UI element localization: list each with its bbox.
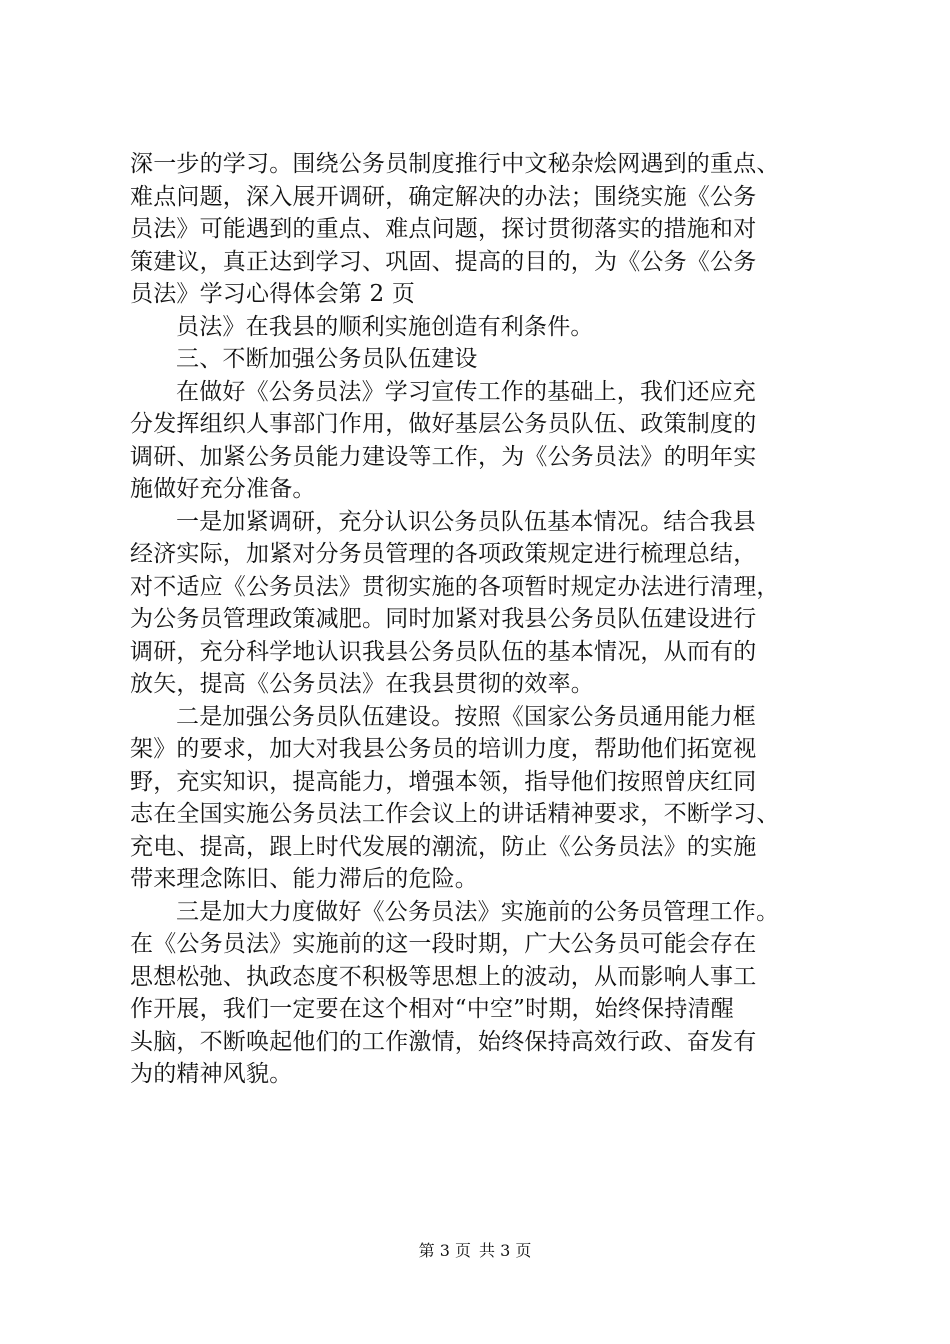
text-line: 策建议，真正达到学习、巩固、提高的目的，为《公务《公务: [130, 248, 757, 275]
text-line: 难点问题，深入展开调研，确定解决的办法；围绕实施《公务: [130, 183, 757, 210]
text-line: 员法》学习心得体会第 2 页: [130, 281, 416, 307]
text-line: 带来理念陈旧、能力滞后的危险。: [130, 866, 478, 892]
text-line: 野，充实知识，提高能力，增强本领，指导他们按照曾庆红同: [130, 768, 757, 795]
text-line: 员法》可能遇到的重点、难点问题，探讨贯彻落实的措施和对: [130, 216, 757, 242]
text-line: 充电、提高，跟上时代发展的潮流，防止《公务员法》的实施: [130, 833, 757, 860]
text-line: 在做好《公务员法》学习宣传工作的基础上，我们还应充: [176, 378, 756, 405]
text-line: 员法》在我县的顺利实施创造有利条件。: [176, 313, 594, 340]
text-line: 头脑，不断唤起他们的工作激情，始终保持高效行政、奋发有: [130, 1028, 757, 1055]
text-line: 深一步的学习。围绕公务员制度推行中文秘杂烩网遇到的重点、: [130, 151, 780, 177]
text-line: 架》的要求，加大对我县公务员的培训力度，帮助他们拓宽视: [130, 736, 757, 762]
text-line: 思想松弛、执政态度不积极等思想上的波动，从而影响人事工: [130, 963, 757, 990]
text-line: 调研，充分科学地认识我县公务员队伍的基本情况，从而有的: [130, 638, 757, 665]
text-line: 施做好充分准备。: [130, 476, 316, 502]
text-line: 三是加大力度做好《公务员法》实施前的公务员管理工作。: [176, 898, 780, 925]
document-body: [130, 148, 830, 1091]
text-line: 在《公务员法》实施前的这一段时期，广大公务员可能会存在: [130, 931, 757, 957]
text-line: 一是加紧调研，充分认识公务员队伍基本情况。结合我县: [176, 508, 756, 535]
text-line: 对不适应《公务员法》贯彻实施的各项暂时规定办法进行清理，: [130, 573, 780, 600]
text-line: 经济实际，加紧对分务员管理的各项政策规定进行梳理总结，: [130, 541, 757, 567]
text-line: 分发挥组织人事部门作用，做好基层公务员队伍、政策制度的: [130, 411, 757, 437]
page-total: 共 3 页: [479, 1241, 532, 1260]
text-line: 二是加强公务员队伍建设。按照《国家公务员通用能力框: [176, 703, 756, 730]
text-line: 调研、加紧公务员能力建设等工作，为《公务员法》的明年实: [130, 443, 757, 470]
text-line: 放矢，提高《公务员法》在我县贯彻的效率。: [130, 671, 594, 697]
text-line: 为的精神风貌。: [130, 1061, 293, 1087]
text-line: 作开展，我们一定要在这个相对“中空”时期，始终保持清醒: [130, 996, 734, 1022]
text-line: 志在全国实施公务员法工作会议上的讲话精神要求，不断学习、: [130, 801, 780, 827]
section-heading: 三、不断加强公务员队伍建设: [176, 346, 478, 372]
page-number: 第 3 页: [418, 1241, 471, 1260]
text-line: 为公务员管理政策减肥。同时加紧对我县公务员队伍建设进行: [130, 606, 757, 632]
page-footer: [0, 1241, 950, 1261]
